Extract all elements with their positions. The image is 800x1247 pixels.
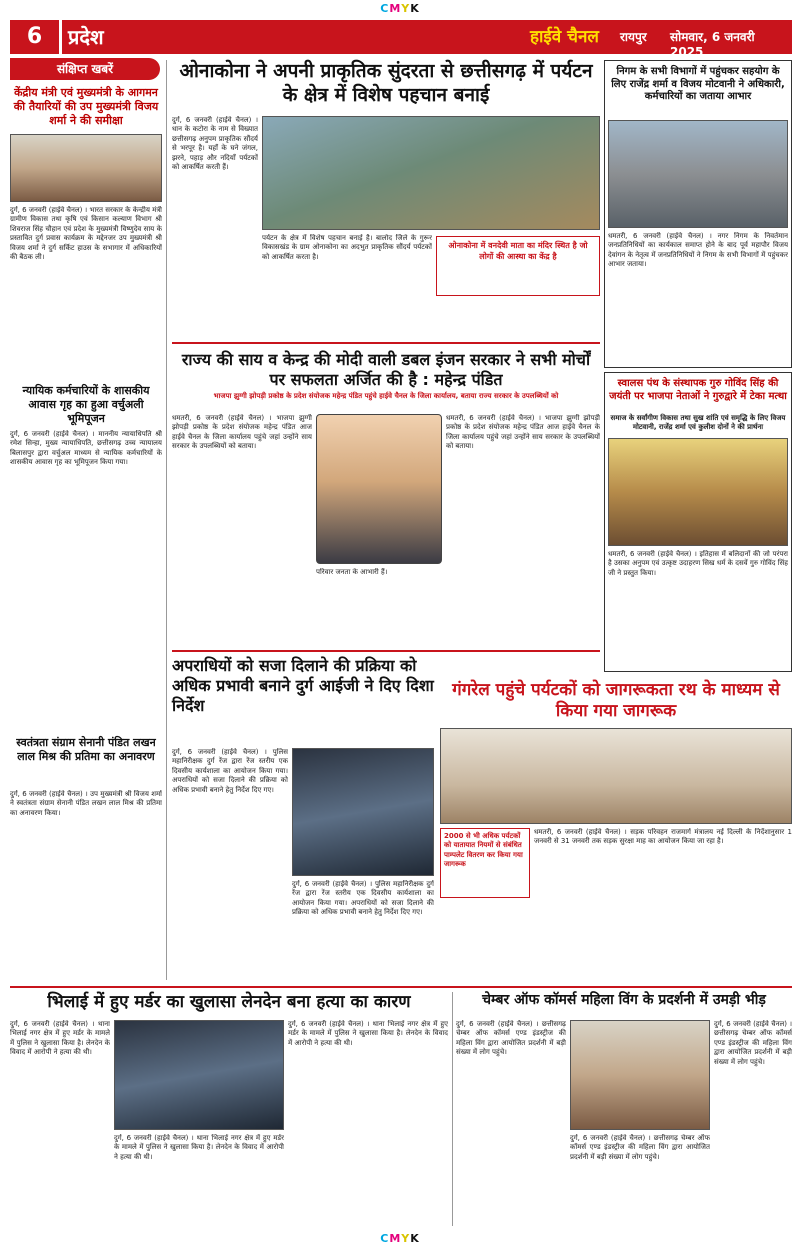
chamber-body: दुर्ग, 6 जनवरी (हाईवे चैनल) । छत्तीसगढ़ चेम्बर ऑफ कॉमर्स एण्ड इंडस्ट्रीज की महिला विंग द्वारा आयोजित प्रदर्शनी में बड़ी संख्या में लोग पहुंचे। <box>456 1020 566 1057</box>
side-story1-headline: निगम के सभी विभागों में पहुंचकर सहयोग के लिए राजेंद्र शर्मा व विजय मोटवानी ने अधिकारी, कर्मचारियों का जताया आभार <box>611 66 785 102</box>
lead-photo <box>262 116 600 230</box>
section-title: प्रदेश <box>68 25 104 49</box>
bhilai-headline: भिलाई में हुए मर्डर का खुलासा लेनदेन बना हत्या का कारण <box>47 992 411 1012</box>
brief-story2-headline: न्यायिक कर्मचारियों के शासकीय आवास गृह का हुआ वर्चुअली भूमिपूजन <box>22 384 150 425</box>
side-story1-body: धमतरी, 6 जनवरी (हाईवे चैनल) । नगर निगम के निवर्तमान जनप्रतिनिधियों का कार्यकाल समाप्त होने के बाद पूर्व महापौर विजय देवांगन के नेतृत्व में जनप्रतिनिधियों ने निगम के सभी विभागों में पहुंचकर आभार जताया। <box>608 232 788 269</box>
bhilai-body: दुर्ग, 6 जनवरी (हाईवे चैनल) । थाना भिलाई नगर क्षेत्र में हुए मर्डर के मामले में पुलिस ने खुलासा किया है। लेनदेन के विवाद में आरोपी ने हत्या की थी। <box>10 1020 110 1057</box>
speaker-portrait <box>316 414 442 564</box>
column-divider <box>166 60 167 980</box>
brief-story1-photo <box>10 134 162 202</box>
second-body-continued: धमतरी, 6 जनवरी (हाईवे चैनल) । भाजपा झुग्गी झोपड़ी प्रकोष्ठ के प्रदेश संयोजक महेन्द्र पंडित आज हाईवे चैनल के जिला कार्यालय पहुंचे जहां उन्होंने साय सरकार के उपलब्धियों को बताया। <box>446 414 600 451</box>
print-marks-bottom: CMYK <box>380 1232 420 1245</box>
brief-story2-body: दुर्ग, 6 जनवरी (हाईवे चैनल) । माननीय न्यायाधिपति श्री रमेश सिन्हा, मुख्य न्यायाधिपति, छत्तीसगढ़ उच्च न्यायालय बिलासपुर द्वारा वर्चुअल माध्यम से न्यायिक कर्मचारियों के शासकीय आवास गृह का भूमिपूजन किया गया। <box>10 430 162 467</box>
bhilai-photo <box>114 1020 284 1130</box>
side-story2-headline: स्वालस पंथ के संस्थापक गुरु गोविंद सिंह की जयंती पर भाजपा नेताओं ने गुरुद्वारे में टेका मत्था <box>609 378 787 402</box>
divider-rule <box>10 986 792 988</box>
brief-story3-headline: स्वतंत्रता संग्राम सेनानी पंडित लखन लाल मिश्र की प्रतिमा का अनावरण <box>16 736 156 763</box>
second-headline: राज्य की साय व केन्द्र की मोदी वाली डबल इंजन सरकार ने सभी मोर्चों पर सफलता अर्जित की है : महेन्द्र पंडित <box>181 350 591 389</box>
brief-story3-body: दुर्ग, 6 जनवरी (हाईवे चैनल) । उप मुख्यमंत्री श्री विजय शर्मा ने स्वतंत्रता संग्राम सेनानी पंडित लखन लाल मिश्र की प्रतिमा का अनावरण किया। <box>10 790 162 817</box>
chamber-body-column3: दुर्ग, 6 जनवरी (हाईवे चैनल) । छत्तीसगढ़ चेम्बर ऑफ कॉमर्स एण्ड इंडस्ट्रीज की महिला विंग द्वारा आयोजित प्रदर्शनी में बड़ी संख्या में लोग पहुंचे। <box>714 1020 792 1066</box>
lead-body-2: पर्यटन के क्षेत्र में विशेष पहचान बनाई है। बालोद जिले के गुरूर विकासखंड के ग्राम ओनाकोना का अदभुत प्राकृतिक सौंदर्य पर्यटकों को आकर्षित करता है। <box>262 234 432 261</box>
side-story2-deck: समाज के सर्वांगीण विकास तथा सुख शांति एवं समृद्धि के लिए विजय मोटवानी, राजेंद्र शर्मा एवं कुलीश दोनों ने की प्रार्थना <box>610 414 786 432</box>
gangrel-photo-caption: 2000 से भी अधिक पर्यटकों को यातायात नियमों से संबंधित पाम्पलेट वितरण कर किया गया जागरूक <box>440 828 530 898</box>
crime-photo <box>292 748 434 876</box>
print-marks-top: CMYK <box>380 2 420 15</box>
divider-rule <box>172 342 600 344</box>
lead-headline: ओनाकोना ने अपनी प्राकृतिक सुंदरता से छत्तीसगढ़ में पर्यटन के क्षेत्र में विशेष पहचान बनाई <box>179 60 593 106</box>
brief-story1-headline: केंद्रीय मंत्री एवं मुख्यमंत्री के आगमन की तैयारियों की उप मुख्यमंत्री विजय शर्मा ने की समीक्षा <box>13 86 159 127</box>
brand-logo: हाईवे चैनल <box>530 27 599 47</box>
side-story2-photo <box>608 438 788 546</box>
side-story2-body: धमतरी, 6 जनवरी (हाईवे चैनल) । इतिहास में बलिदानों की जो परंपरा है उसका अनुपम एवं उत्कृष्ट उदाहरण सिख धर्म के दसवें गुरु गोविंद सिंह जी ने प्रस्तुत किया। <box>608 550 788 577</box>
lead-body-1: दुर्ग, 6 जनवरी (हाईवे चैनल) । धान के कटोरा के नाम से विख्यात छत्तीसगढ़ अनुपम प्राकृतिक सौंदर्य से भरपूर है। यहाँ के घने जंगल, झरने, पहाड़ और नदियाँ पर्यटकों को आकर्षित करती हैं। <box>172 116 258 172</box>
date-label: सोमवार, 6 जनवरी 2025 <box>670 30 755 59</box>
bhilai-body-continued: दुर्ग, 6 जनवरी (हाईवे चैनल) । थाना भिलाई नगर क्षेत्र में हुए मर्डर के मामले में पुलिस ने खुलासा किया है। लेनदेन के विवाद में आरोपी ने हत्या की थी। <box>114 1134 284 1161</box>
gangrel-body: धमतरी, 6 जनवरी (हाईवे चैनल) । सड़क परिवहन राजमार्ग मंत्रालय नई दिल्ली के निर्देशानुसार 1 जनवरी से 31 जनवरी तक सड़क सुरक्षा माह का आयोजन किया जा रहा है। <box>534 828 792 846</box>
city-label: रायपुर <box>620 30 647 44</box>
crime-body: दुर्ग, 6 जनवरी (हाईवे चैनल) । पुलिस महानिरीक्षक दुर्ग रेंज द्वारा रेंज स्तरीय एक दिवसीय कार्यशाला का आयोजन किया गया। अपराधियों को सजा दिलाने की प्रक्रिया को अधिक प्रभावी बनाने हेतु निर्देश दिए गए। <box>172 748 288 794</box>
side-story1-photo <box>608 120 788 228</box>
gangrel-photo <box>440 728 792 824</box>
brief-news-label: संक्षिप्त खबरें <box>10 58 160 80</box>
chamber-headline: चेम्बर ऑफ कॉमर्स महिला विंग के प्रदर्शनी में उमड़ी भीड़ <box>482 992 766 1008</box>
divider-rule <box>172 650 600 652</box>
chamber-photo <box>570 1020 710 1130</box>
chamber-body-continued: दुर्ग, 6 जनवरी (हाईवे चैनल) । छत्तीसगढ़ चेम्बर ऑफ कॉमर्स एण्ड इंडस्ट्रीज की महिला विंग द्वारा आयोजित प्रदर्शनी में बड़ी संख्या में लोग पहुंचे। <box>570 1134 710 1161</box>
page-number: 6 <box>10 20 62 54</box>
gangrel-headline: गंगरेल पहुंचे पर्यटकों को जागरूकता रथ के माध्यम से किया गया जागरूक <box>452 680 780 722</box>
column-divider <box>452 992 453 1226</box>
brief-story1-body: दुर्ग, 6 जनवरी (हाईवे चैनल) । भारत सरकार के केन्द्रीय मंत्री ग्रामीण विकास तथा कृषि एवं किसान कल्याण विभाग श्री शिवराज सिंह चौहान एवं प्रदेश के मुख्यमंत्री विष्णुदेव साय के प्रस्तावित दुर्ग प्रवास कार्यक्रम के मद्देनजर उप मुख्यमंत्री श्री विजय शर्मा ने दुर्ग सर्किट हाउस के सभागार में अधिकारियों की बैठक ली। <box>10 206 162 262</box>
second-body: धमतरी, 6 जनवरी (हाईवे चैनल) । भाजपा झुग्गी झोपड़ी प्रकोष्ठ के प्रदेश संयोजक महेन्द्र पंडित आज हाईवे चैनल के जिला कार्यालय पहुंचे जहां उन्होंने साय सरकार के उपलब्धियों को बताया। <box>172 414 312 451</box>
lead-pull-quote: ओनाकोना में वनदेवी माता का मंदिर स्थित है जो लोगों की आस्था का केंद्र है <box>436 236 600 296</box>
crime-body-continued: दुर्ग, 6 जनवरी (हाईवे चैनल) । पुलिस महानिरीक्षक दुर्ग रेंज द्वारा रेंज स्तरीय एक दिवसीय कार्यशाला का आयोजन किया गया। अपराधियों को सजा दिलाने की प्रक्रिया को अधिक प्रभावी बनाने हेतु निर्देश दिए गए। <box>292 880 434 917</box>
bhilai-body-column3: दुर्ग, 6 जनवरी (हाईवे चैनल) । थाना भिलाई नगर क्षेत्र में हुए मर्डर के मामले में पुलिस ने खुलासा किया है। लेनदेन के विवाद में आरोपी ने हत्या की थी। <box>288 1020 448 1047</box>
crime-headline: अपराधियों को सजा दिलाने की प्रक्रिया को अधिक प्रभावी बनाने दुर्ग आईजी ने दिए दिशा निर्देश <box>172 656 434 715</box>
second-deck: भाजपा झुग्गी झोपड़ी प्रकोष्ठ के प्रदेश संयोजक महेन्द्र पंडित पहुंचे हाईवे चैनल के जिला कार्यालय, बताया राज्य सरकार के उपलब्धियों को <box>213 392 559 400</box>
masthead <box>10 20 792 59</box>
second-caption: परिवार जनता के आभारी हैं। <box>316 568 388 576</box>
